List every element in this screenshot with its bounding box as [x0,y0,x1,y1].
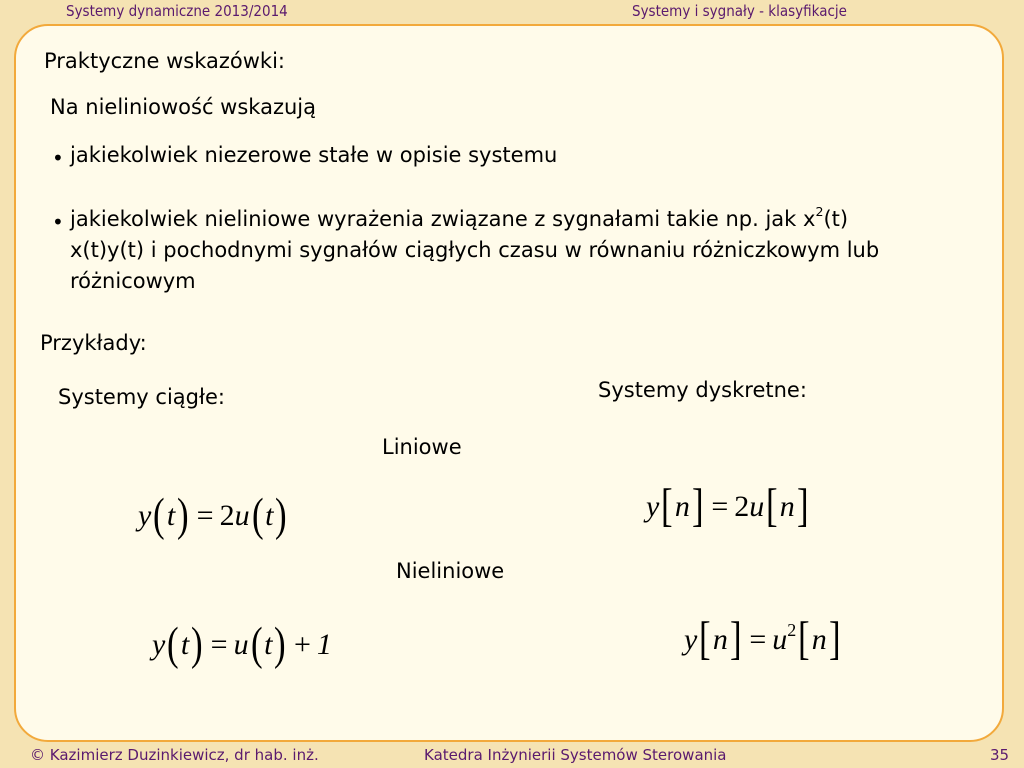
bullet-2-line-2: x(t)y(t) i pochodnymi sygnałów ciągłych czasu w równaniu różniczkowym lub [70,238,880,262]
header-course-title: Systemy dynamiczne 2013/2014 [66,2,288,20]
footer-author [30,746,319,764]
continuous-systems-label: Systemy ciągłe: [58,385,225,409]
eq-arg: n [779,490,795,524]
slide-title: Praktyczne wskazówki: [44,49,285,73]
bullet-icon: • [52,146,64,170]
intro-text: Na nieliniowość wskazują [50,95,316,119]
examples-label: Przykłady: [40,331,147,355]
equation-continuous-nonlinear: y ( t ) = u ( t ) + 1 [152,619,332,670]
bullet-1-text: jakiekolwiek niezerowe stałe w opisie systemu [70,143,558,167]
bullet-2-text-a: jakiekolwiek nieliniowe wyrażenia związane z sygnałami takie np. jak x [70,207,816,231]
linear-label: Liniowe [382,435,462,459]
page-number: 35 [990,746,1010,764]
bullet-2-line-1 [70,204,848,235]
bullet-2-line-3: różnicowym [70,269,196,293]
equation-discrete-linear: y [ n ] = 2 u [ n ] [646,481,809,532]
bullet-2-superscript: 2 [815,204,824,219]
footer-department: Katedra Inżynierii Systemów Sterowania [424,746,727,764]
equation-discrete-nonlinear: y [ n ] = u $^2$ [ n ] [684,614,841,665]
footer-author-text: Kazimierz Duzinkiewicz, dr hab. inż. [49,746,319,764]
eq-arg: n [811,623,827,657]
eq-arg: t [265,499,274,533]
bullet-2-text-b: (t) [823,207,849,231]
bullet-icon: • [52,210,64,234]
discrete-systems-label: Systemy dyskretne: [598,378,807,402]
equation-continuous-linear: y ( t ) = 2 u ( t ) [138,490,287,541]
header-topic-title: Systemy i sygnały - klasyfikacje [632,2,847,20]
nonlinear-label: Nieliniowe [396,559,505,583]
copyright-icon: © [30,746,45,764]
eq-arg: t [264,628,273,662]
